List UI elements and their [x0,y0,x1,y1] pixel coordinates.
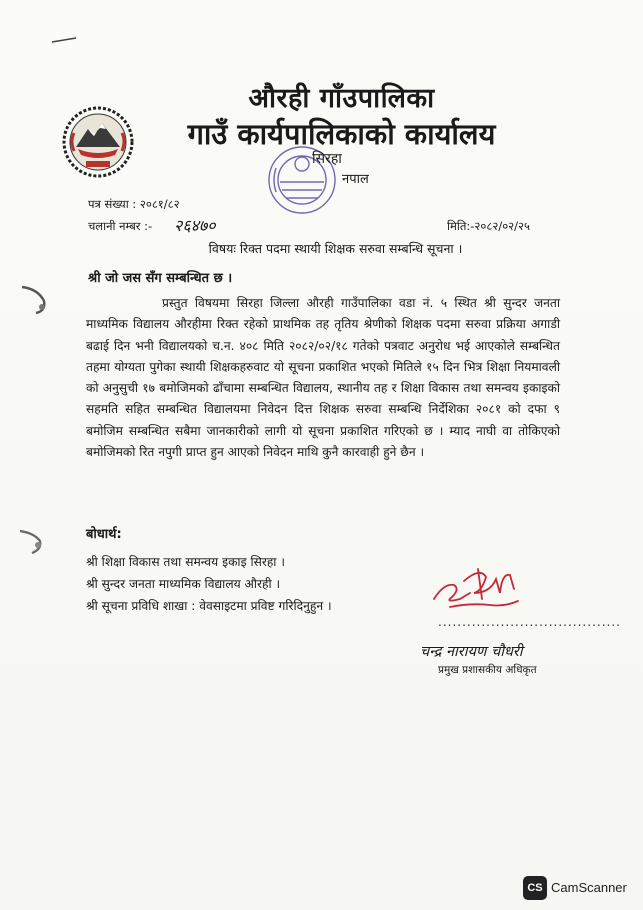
signature-icon [430,563,526,613]
body-paragraph: प्रस्तुत विषयमा सिरहा जिल्ला औरही गाउँपालिका वडा नं. ५ स्थित श्री सुन्दर जनता माध्यमिक विद्यालय औरहीमा रिक्त रहेको प्राथमिक तह तृतिय श्रेणीको शिक्षक पदमा सरुवा प्रक्रिया अगाडी बढाई दिन भनी विद्यालयको च.न. ४०८ मिति २०८२/०२/१८ गतेको पत्रवाट अनुरोध भई आएकोले सम्बन्धित तहमा योग्यता पुगेका स्थायी शिक्षकहरुवाट यो सूचना प्रकाशित भएको मितिले १५ दिन भित्र शिक्षा नियमावली को अनुसुची १७ बमोजिमको ढाँचामा सम्बन्धित विद्यालय, स्थानीय तह र शिक्षा विकास तथा समन्वय इकाइको सहमति सहित सम्बन्धित विद्यालयमा निवेदन दित्त शिक्षक सरुवा सम्बन्धि निर्देशिका २०८१ को दफा ९ बमोजिम सम्बन्धित सबैमा जानकारीको लागी यो सूचना प्रकाशित गरिएको छ । म्याद नाघी वा तोकिएको बमोजिमको रित नपुगी प्राप्त हुन आएको निवेदन माथि कुनै कारवाही हुने छैन । [86,296,560,460]
subject-line: विषयः रिक्त पदमा स्थायी शिक्षक सरुवा सम्बन्धि सूचना । [208,241,463,256]
punch-hole-mark [18,283,50,317]
cc-item: श्री सूचना प्रविधि शाखा : वेवसाइटमा प्रविष्ट गरिदिनुहुन । [86,599,332,613]
cc-label: बोधार्थ: [86,527,122,542]
signatory-name: चन्द्र नारायण चौधरी [420,644,523,660]
letter-date: मिति:-२०८२/०२/२५ [447,219,531,233]
signature-line: ...................................... [438,615,621,629]
camscanner-watermark: CamScanner [551,880,627,895]
camscanner-logo-icon: CS [523,876,547,900]
salutation: श्री जो जस सँग सम्बन्धित छ । [88,271,233,286]
cc-item: श्री शिक्षा विकास तथा समन्वय इकाइ सिरहा । [86,555,285,569]
district-name: सिरहा [312,151,342,167]
dispatch-label: चलानी नम्बर :- [88,219,153,233]
notice-body [86,293,560,463]
dispatch-number: २६४७० [174,216,216,235]
punch-hole-mark [16,527,50,557]
country-name: नपाल [342,172,369,187]
office-title: औरही गाँउपालिका [248,83,435,114]
cc-item: श्री सुन्दर जनता माध्यमिक विद्यालय औरही । [86,577,281,591]
letter-number: पत्र संख्या : २०८१/८२ [88,197,180,211]
pen-mark [50,35,80,45]
signatory-designation: प्रमुख प्रशासकीय अधिकृत [438,664,537,676]
office-subtitle: गाउँ कार्यपालिकाको कार्यालय [187,117,496,151]
